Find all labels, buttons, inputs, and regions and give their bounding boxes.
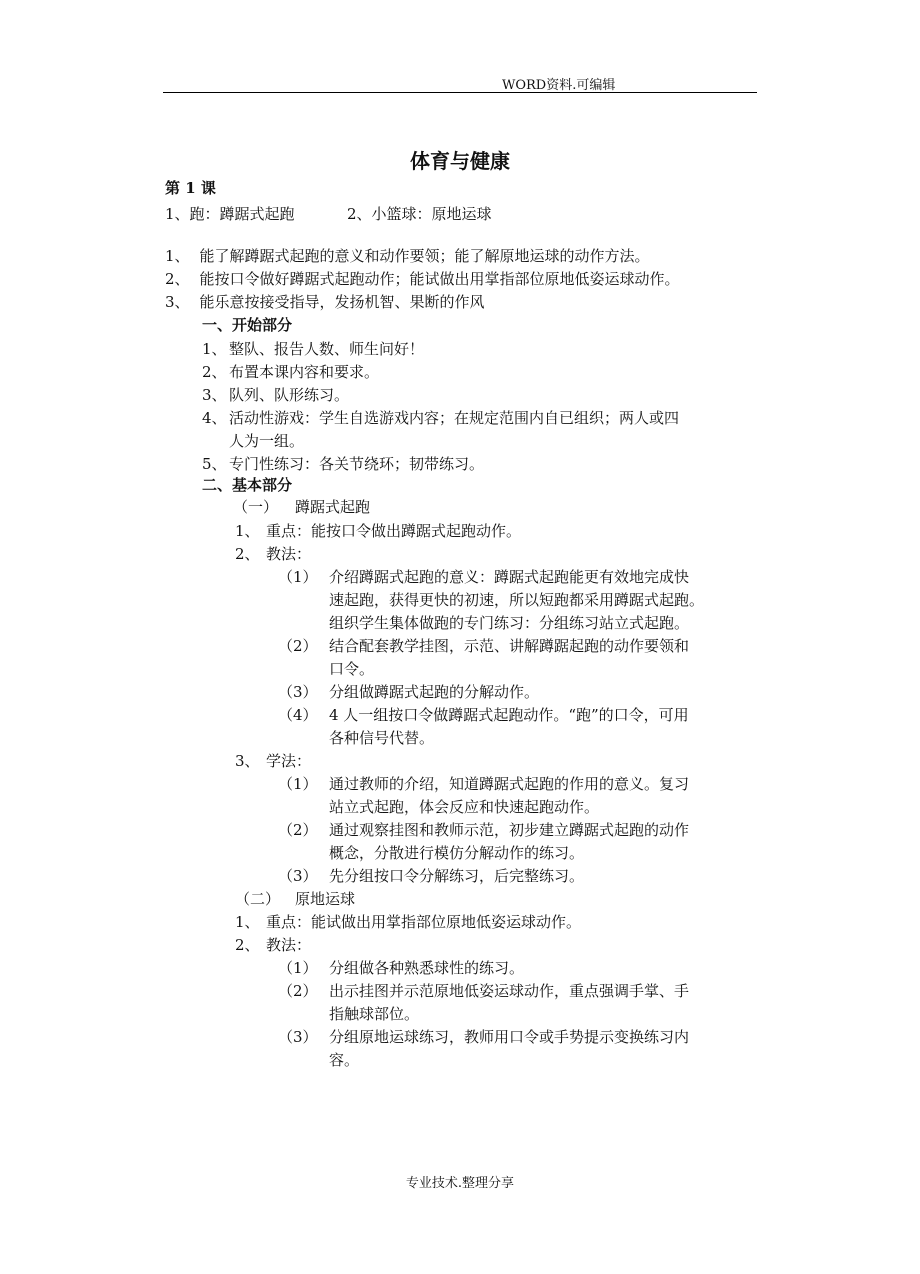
start-item-text: 布置本课内容和要求。 bbox=[229, 363, 380, 381]
sub-item-text: 概念，分散进行模仿分解动作的练习。 bbox=[329, 844, 585, 862]
topic-1-name: 蹲踞式起跑 bbox=[219, 205, 295, 223]
sub-item-text: 通过教师的介绍，知道蹲踞式起跑的作用的意义。复习 bbox=[329, 775, 690, 793]
method-num: 2、 bbox=[235, 545, 260, 563]
sub-item-num: （4） bbox=[278, 706, 318, 724]
topic-2-name: 原地运球 bbox=[431, 205, 492, 223]
sub-item-text: 先分组按口令分解练习，后完整练习。 bbox=[329, 867, 585, 885]
section-heading-basic: 二、基本部分 bbox=[202, 476, 293, 494]
sub-item-text: 口令。 bbox=[329, 660, 375, 678]
start-item: 2、 bbox=[202, 363, 227, 381]
goal-item: 1、 能了解蹲踞式起跑的意义和动作要领；能了解原地运球的动作方法。 bbox=[165, 247, 650, 265]
teaching-method-label: 教法： bbox=[266, 545, 312, 563]
goal-item: 3、 能乐意按接受指导，发扬机智、果断的作风 bbox=[165, 293, 485, 311]
document-title: 体育与健康 bbox=[410, 149, 510, 173]
sub-item-num: （1） bbox=[278, 568, 318, 586]
key-point: 重点：能按口令做出蹲踞式起跑动作。 bbox=[266, 522, 522, 540]
sub-item-text: 出示挂图并示范原地低姿运球动作，重点强调手掌、手 bbox=[329, 982, 690, 1000]
topic-1 bbox=[165, 203, 295, 225]
sub-item-num: （3） bbox=[278, 867, 318, 885]
sub-item-text: 速起跑，获得更快的初速，所以短跑都采用蹲踞式起跑。 bbox=[329, 591, 705, 609]
teaching-method-label: 教法： bbox=[266, 936, 312, 954]
sub-item-text: 通过观察挂图和教师示范，初步建立蹲踞式起跑的动作 bbox=[329, 821, 690, 839]
subsection-title: 原地运球 bbox=[295, 890, 356, 908]
start-item-text: 人为一组。 bbox=[229, 432, 305, 450]
topic-1-prefix: 1、跑： bbox=[165, 205, 220, 223]
sub-item-text: 组织学生集体做跑的专门练习：分组练习站立式起跑。 bbox=[329, 614, 690, 632]
method-num: 3、 bbox=[235, 752, 260, 770]
section-heading-start: 一、开始部分 bbox=[202, 316, 293, 334]
lesson-label: 第 1 课 bbox=[165, 179, 216, 197]
start-item: 3、 bbox=[202, 386, 227, 404]
sub-item-text: 容。 bbox=[329, 1051, 360, 1069]
page-header: WORD资料.可编辑 bbox=[502, 78, 616, 93]
key-point-num: 1、 bbox=[235, 522, 260, 540]
sub-item-num: （3） bbox=[278, 683, 318, 701]
goal-item: 2、 能按口令做好蹲踞式起跑动作；能试做出用掌指部位原地低姿运球动作。 bbox=[165, 270, 680, 288]
page-footer: 专业技术.整理分享 bbox=[405, 1176, 515, 1191]
sub-item-text: 站立式起跑，体会反应和快速起跑动作。 bbox=[329, 798, 600, 816]
key-point-num: 1、 bbox=[235, 913, 260, 931]
start-item-text: 活动性游戏：学生自选游戏内容；在规定范围内自已组织；两人或四 bbox=[229, 409, 680, 427]
header-rule bbox=[163, 92, 757, 93]
start-item-text: 队列、队形练习。 bbox=[229, 386, 350, 404]
sub-item-num: （1） bbox=[278, 775, 318, 793]
start-item-text: 整队、报告人数、师生问好！ bbox=[229, 340, 425, 358]
sub-item-text: 指触球部位。 bbox=[329, 1005, 420, 1023]
learning-method-label: 学法： bbox=[266, 752, 312, 770]
start-item: 5、 bbox=[202, 455, 227, 473]
sub-item-text: 分组原地运球练习，教师用口令或手势提示变换练习内 bbox=[329, 1028, 690, 1046]
sub-item-text: 分组做蹲踞式起跑的分解动作。 bbox=[329, 683, 540, 701]
sub-item-num: （2） bbox=[278, 821, 318, 839]
start-item: 4、 bbox=[202, 409, 227, 427]
sub-item-num: （3） bbox=[278, 1028, 318, 1046]
start-item: 1、 bbox=[202, 340, 227, 358]
sub-item-text: 介绍蹲踞式起跑的意义：蹲踞式起跑能更有效地完成快 bbox=[329, 568, 690, 586]
sub-item-text: 各种信号代替。 bbox=[329, 729, 435, 747]
topic-2-prefix: 2、小篮球： bbox=[347, 205, 432, 223]
sub-item-text: 结合配套教学挂图，示范、讲解蹲踞起跑的动作要领和 bbox=[329, 637, 690, 655]
method-num: 2、 bbox=[235, 936, 260, 954]
subsection-label: （一） bbox=[233, 498, 279, 516]
subsection-title: 蹲踞式起跑 bbox=[295, 498, 371, 516]
sub-item-text: 4 人一组按口令做蹲踞式起跑动作。“跑”的口令，可用 bbox=[329, 706, 689, 724]
sub-item-num: （2） bbox=[278, 982, 318, 1000]
sub-item-num: （1） bbox=[278, 959, 318, 977]
topic-2 bbox=[347, 203, 492, 225]
start-item-text: 专门性练习：各关节绕环；韧带练习。 bbox=[229, 455, 485, 473]
subsection-label: （二） bbox=[235, 890, 281, 908]
key-point: 重点：能试做出用掌指部位原地低姿运球动作。 bbox=[266, 913, 582, 931]
sub-item-text: 分组做各种熟悉球性的练习。 bbox=[329, 959, 525, 977]
sub-item-num: （2） bbox=[278, 637, 318, 655]
